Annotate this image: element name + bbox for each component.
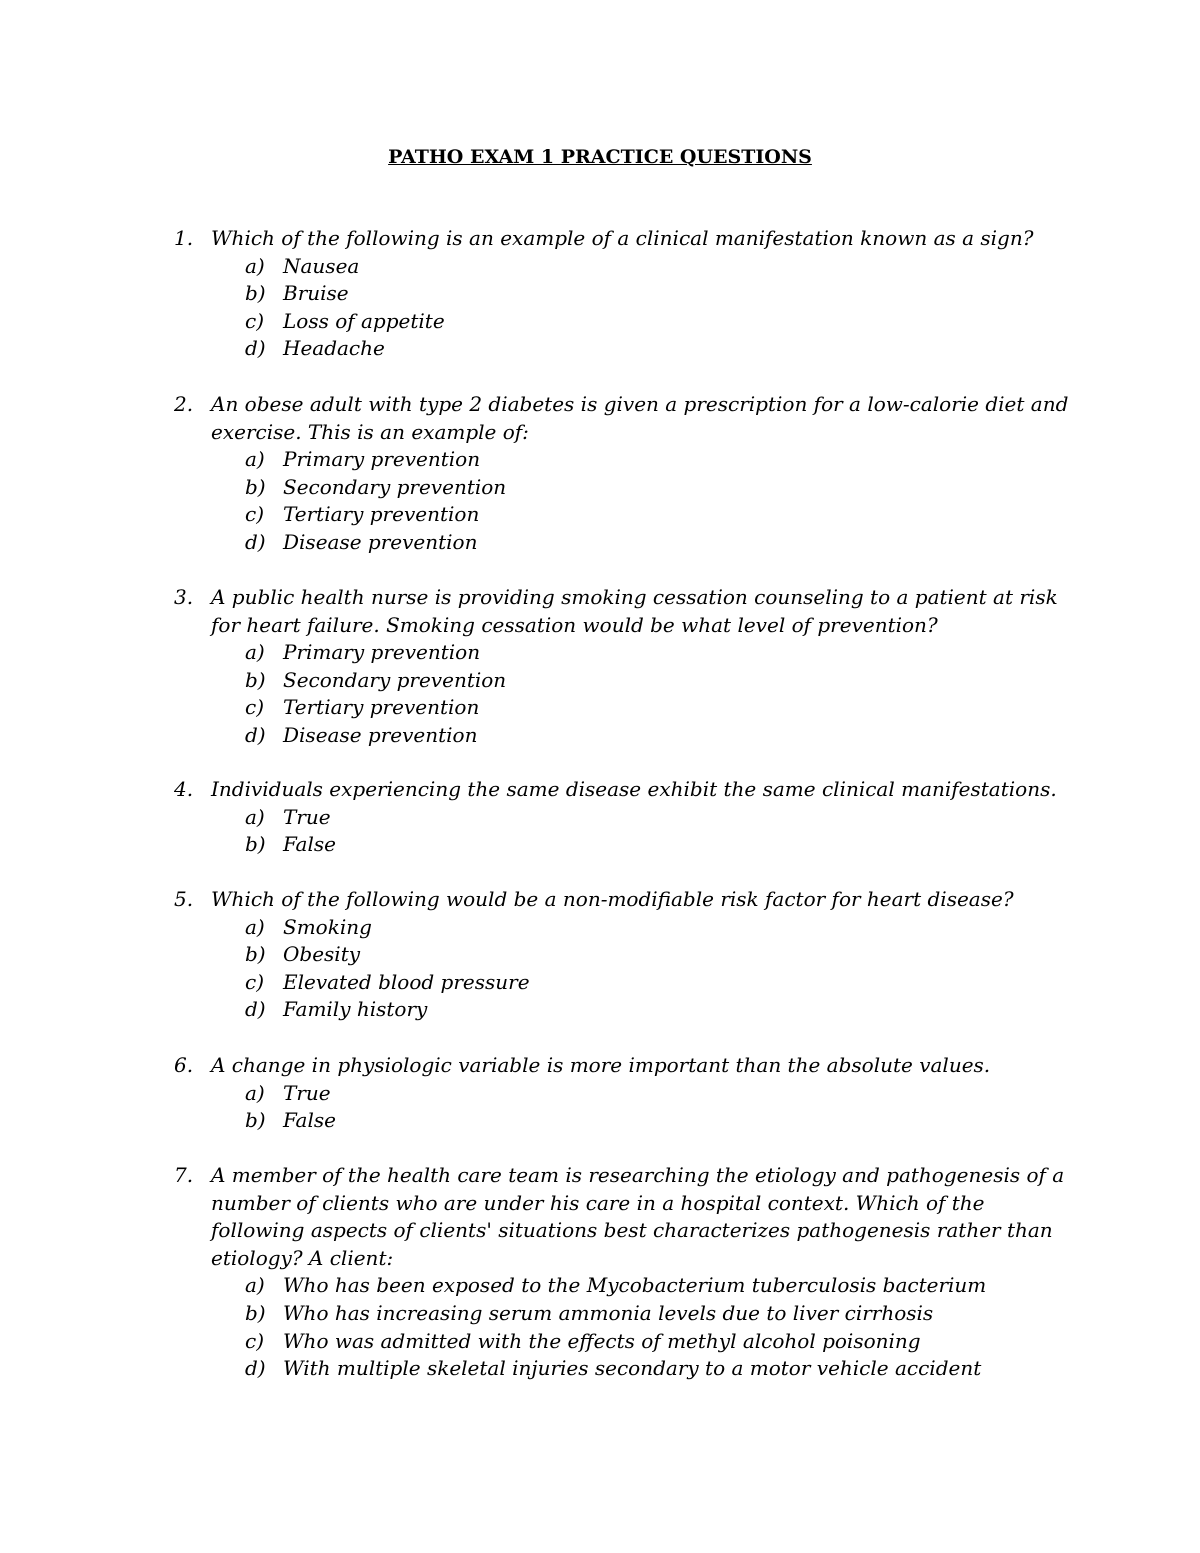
question-text: Individuals experiencing the same disease exhibit the same clinical manifestations. <box>211 777 1057 801</box>
option-item <box>245 529 1074 557</box>
option-letter: b) <box>245 281 266 306</box>
option-item <box>245 722 1074 750</box>
question-text: Which of the following would be a non-modifiable risk factor for heart disease? <box>211 887 1014 911</box>
option-item <box>245 1328 1074 1356</box>
option-letter: a) <box>245 253 265 278</box>
page-title: PATHO EXAM 1 PRACTICE QUESTIONS <box>388 146 812 168</box>
option-letter: a) <box>245 914 265 939</box>
option-text: With multiple skeletal injuries secondary to a motor vehicle accident <box>283 1356 982 1381</box>
question-number: 2. <box>174 392 194 416</box>
option-text: Who has been exposed to the Mycobacterium tuberculosis bacterium <box>283 1273 987 1298</box>
question-text: A public health nurse is providing smoking cessation counseling to a patient at risk for heart failure. Smoking cessation would be what level of prevention? <box>211 585 1058 637</box>
option-letter: d) <box>245 722 266 747</box>
question-text: An obese adult with type 2 diabetes is given a prescription for a low-calorie diet and exercise. This is an example of: <box>211 392 1069 444</box>
option-letter: b) <box>245 942 266 967</box>
option-item <box>245 969 1074 997</box>
option-item <box>245 694 1074 722</box>
option-text: Headache <box>283 336 385 361</box>
option-text: False <box>283 1108 336 1133</box>
option-letter: c) <box>245 308 265 333</box>
option-text: Secondary prevention <box>283 474 507 499</box>
option-text: Smoking <box>283 914 372 939</box>
option-text: True <box>283 804 331 829</box>
question-5 <box>174 886 1074 1024</box>
option-letter: a) <box>245 1273 265 1298</box>
question-2 <box>174 391 1074 557</box>
option-item <box>245 335 1074 363</box>
question-number: 6. <box>174 1053 194 1077</box>
option-item <box>245 667 1074 695</box>
option-item <box>245 831 1074 859</box>
option-item <box>245 1272 1074 1300</box>
option-text: Primary prevention <box>283 447 481 472</box>
question-7 <box>174 1162 1074 1383</box>
option-item <box>245 308 1074 336</box>
option-letter: c) <box>245 969 265 994</box>
option-letter: c) <box>245 1328 265 1353</box>
option-letter: b) <box>245 474 266 499</box>
option-text: Bruise <box>283 281 349 306</box>
option-text: Tertiary prevention <box>283 502 480 527</box>
option-letter: a) <box>245 1080 265 1105</box>
option-text: Disease prevention <box>283 722 478 747</box>
option-letter: d) <box>245 529 266 554</box>
option-text: Family history <box>283 997 428 1022</box>
option-letter: b) <box>245 832 266 857</box>
option-text: Disease prevention <box>283 529 478 554</box>
question-1 <box>174 225 1074 363</box>
option-item <box>245 1107 1074 1135</box>
question-4 <box>174 776 1074 859</box>
option-letter: c) <box>245 695 265 720</box>
option-text: Primary prevention <box>283 640 481 665</box>
question-text: A member of the health care team is researching the etiology and pathogenesis of a number of clients who are under his care in a hospital context. Which of the following aspects of clients' situations best characterizes pathogenesis rather than etiology? A client: <box>211 1163 1065 1270</box>
question-text: A change in physiologic variable is more important than the absolute values. <box>211 1053 991 1077</box>
option-text: Elevated blood pressure <box>283 969 530 994</box>
option-item <box>245 1080 1074 1108</box>
option-letter: a) <box>245 447 265 472</box>
option-letter: b) <box>245 1108 266 1133</box>
question-number: 1. <box>174 226 194 250</box>
option-letter: a) <box>245 640 265 665</box>
option-item <box>245 501 1074 529</box>
question-text: Which of the following is an example of a clinical manifestation known as a sign? <box>211 226 1034 250</box>
option-text: Secondary prevention <box>283 667 507 692</box>
option-letter: d) <box>245 336 266 361</box>
option-text: Nausea <box>283 253 360 278</box>
option-text: False <box>283 832 336 857</box>
option-item <box>245 1300 1074 1328</box>
question-number: 3. <box>174 585 194 609</box>
option-letter: c) <box>245 502 265 527</box>
option-item <box>245 996 1074 1024</box>
option-text: Tertiary prevention <box>283 695 480 720</box>
option-item <box>245 639 1074 667</box>
option-item <box>245 446 1074 474</box>
option-item <box>245 804 1074 832</box>
question-6 <box>174 1052 1074 1135</box>
option-letter: b) <box>245 667 266 692</box>
option-item <box>245 914 1074 942</box>
option-item <box>245 474 1074 502</box>
question-number: 5. <box>174 887 194 911</box>
option-text: True <box>283 1080 331 1105</box>
question-number: 4. <box>174 777 194 801</box>
option-text: Obesity <box>283 942 361 967</box>
option-text: Who has increasing serum ammonia levels due to liver cirrhosis <box>283 1300 934 1325</box>
option-item <box>245 1355 1074 1383</box>
option-letter: b) <box>245 1300 266 1325</box>
question-number: 7. <box>174 1163 194 1187</box>
option-item <box>245 280 1074 308</box>
option-letter: a) <box>245 804 265 829</box>
option-letter: d) <box>245 997 266 1022</box>
option-text: Loss of appetite <box>283 308 445 333</box>
option-item <box>245 941 1074 969</box>
option-letter: d) <box>245 1356 266 1381</box>
option-item <box>245 253 1074 281</box>
question-3 <box>174 584 1074 750</box>
option-text: Who was admitted with the effects of methyl alcohol poisoning <box>283 1328 921 1353</box>
